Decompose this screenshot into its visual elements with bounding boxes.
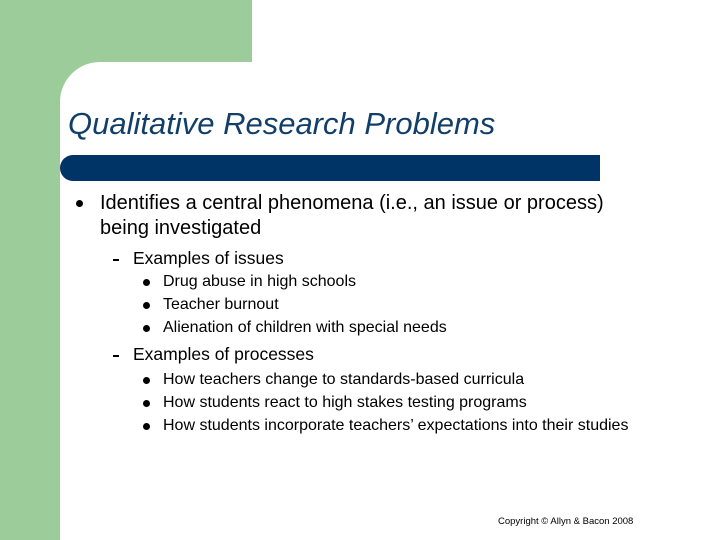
decorative-green-strip [0, 0, 60, 540]
bullet-dot-icon [76, 200, 83, 207]
section-heading-issues: Examples of issues [133, 248, 284, 268]
list-item: Drug abuse in high schools [163, 273, 357, 290]
slide-title: Qualitative Research Problems [68, 106, 496, 141]
copyright-footer: Copyright © Allyn & Bacon 2008 [498, 516, 634, 527]
bullet-dot-icon [143, 377, 150, 384]
list-item: How students incorporate teachers’ expectations into their studies [163, 417, 629, 434]
bullet-dash-icon [113, 259, 119, 261]
bullet-dot-icon [143, 302, 150, 309]
section-heading-processes: Examples of processes [133, 344, 314, 364]
bullet-dot-icon [143, 325, 150, 332]
main-point-text: Identifies a central phenomena (i.e., an issue or process) being investigated [100, 192, 604, 239]
bullet-dot-icon [143, 279, 150, 286]
bullet-dot-icon [143, 400, 150, 407]
bullet-dash-icon [113, 355, 119, 357]
bullet-dot-icon [143, 423, 150, 430]
list-item: Alienation of children with special needs [163, 319, 447, 336]
list-item: How teachers change to standards-based curricula [163, 371, 525, 388]
title-underline-bar [60, 155, 600, 181]
list-item: Teacher burnout [163, 296, 279, 313]
list-item: How students react to high stakes testing programs [163, 394, 527, 411]
